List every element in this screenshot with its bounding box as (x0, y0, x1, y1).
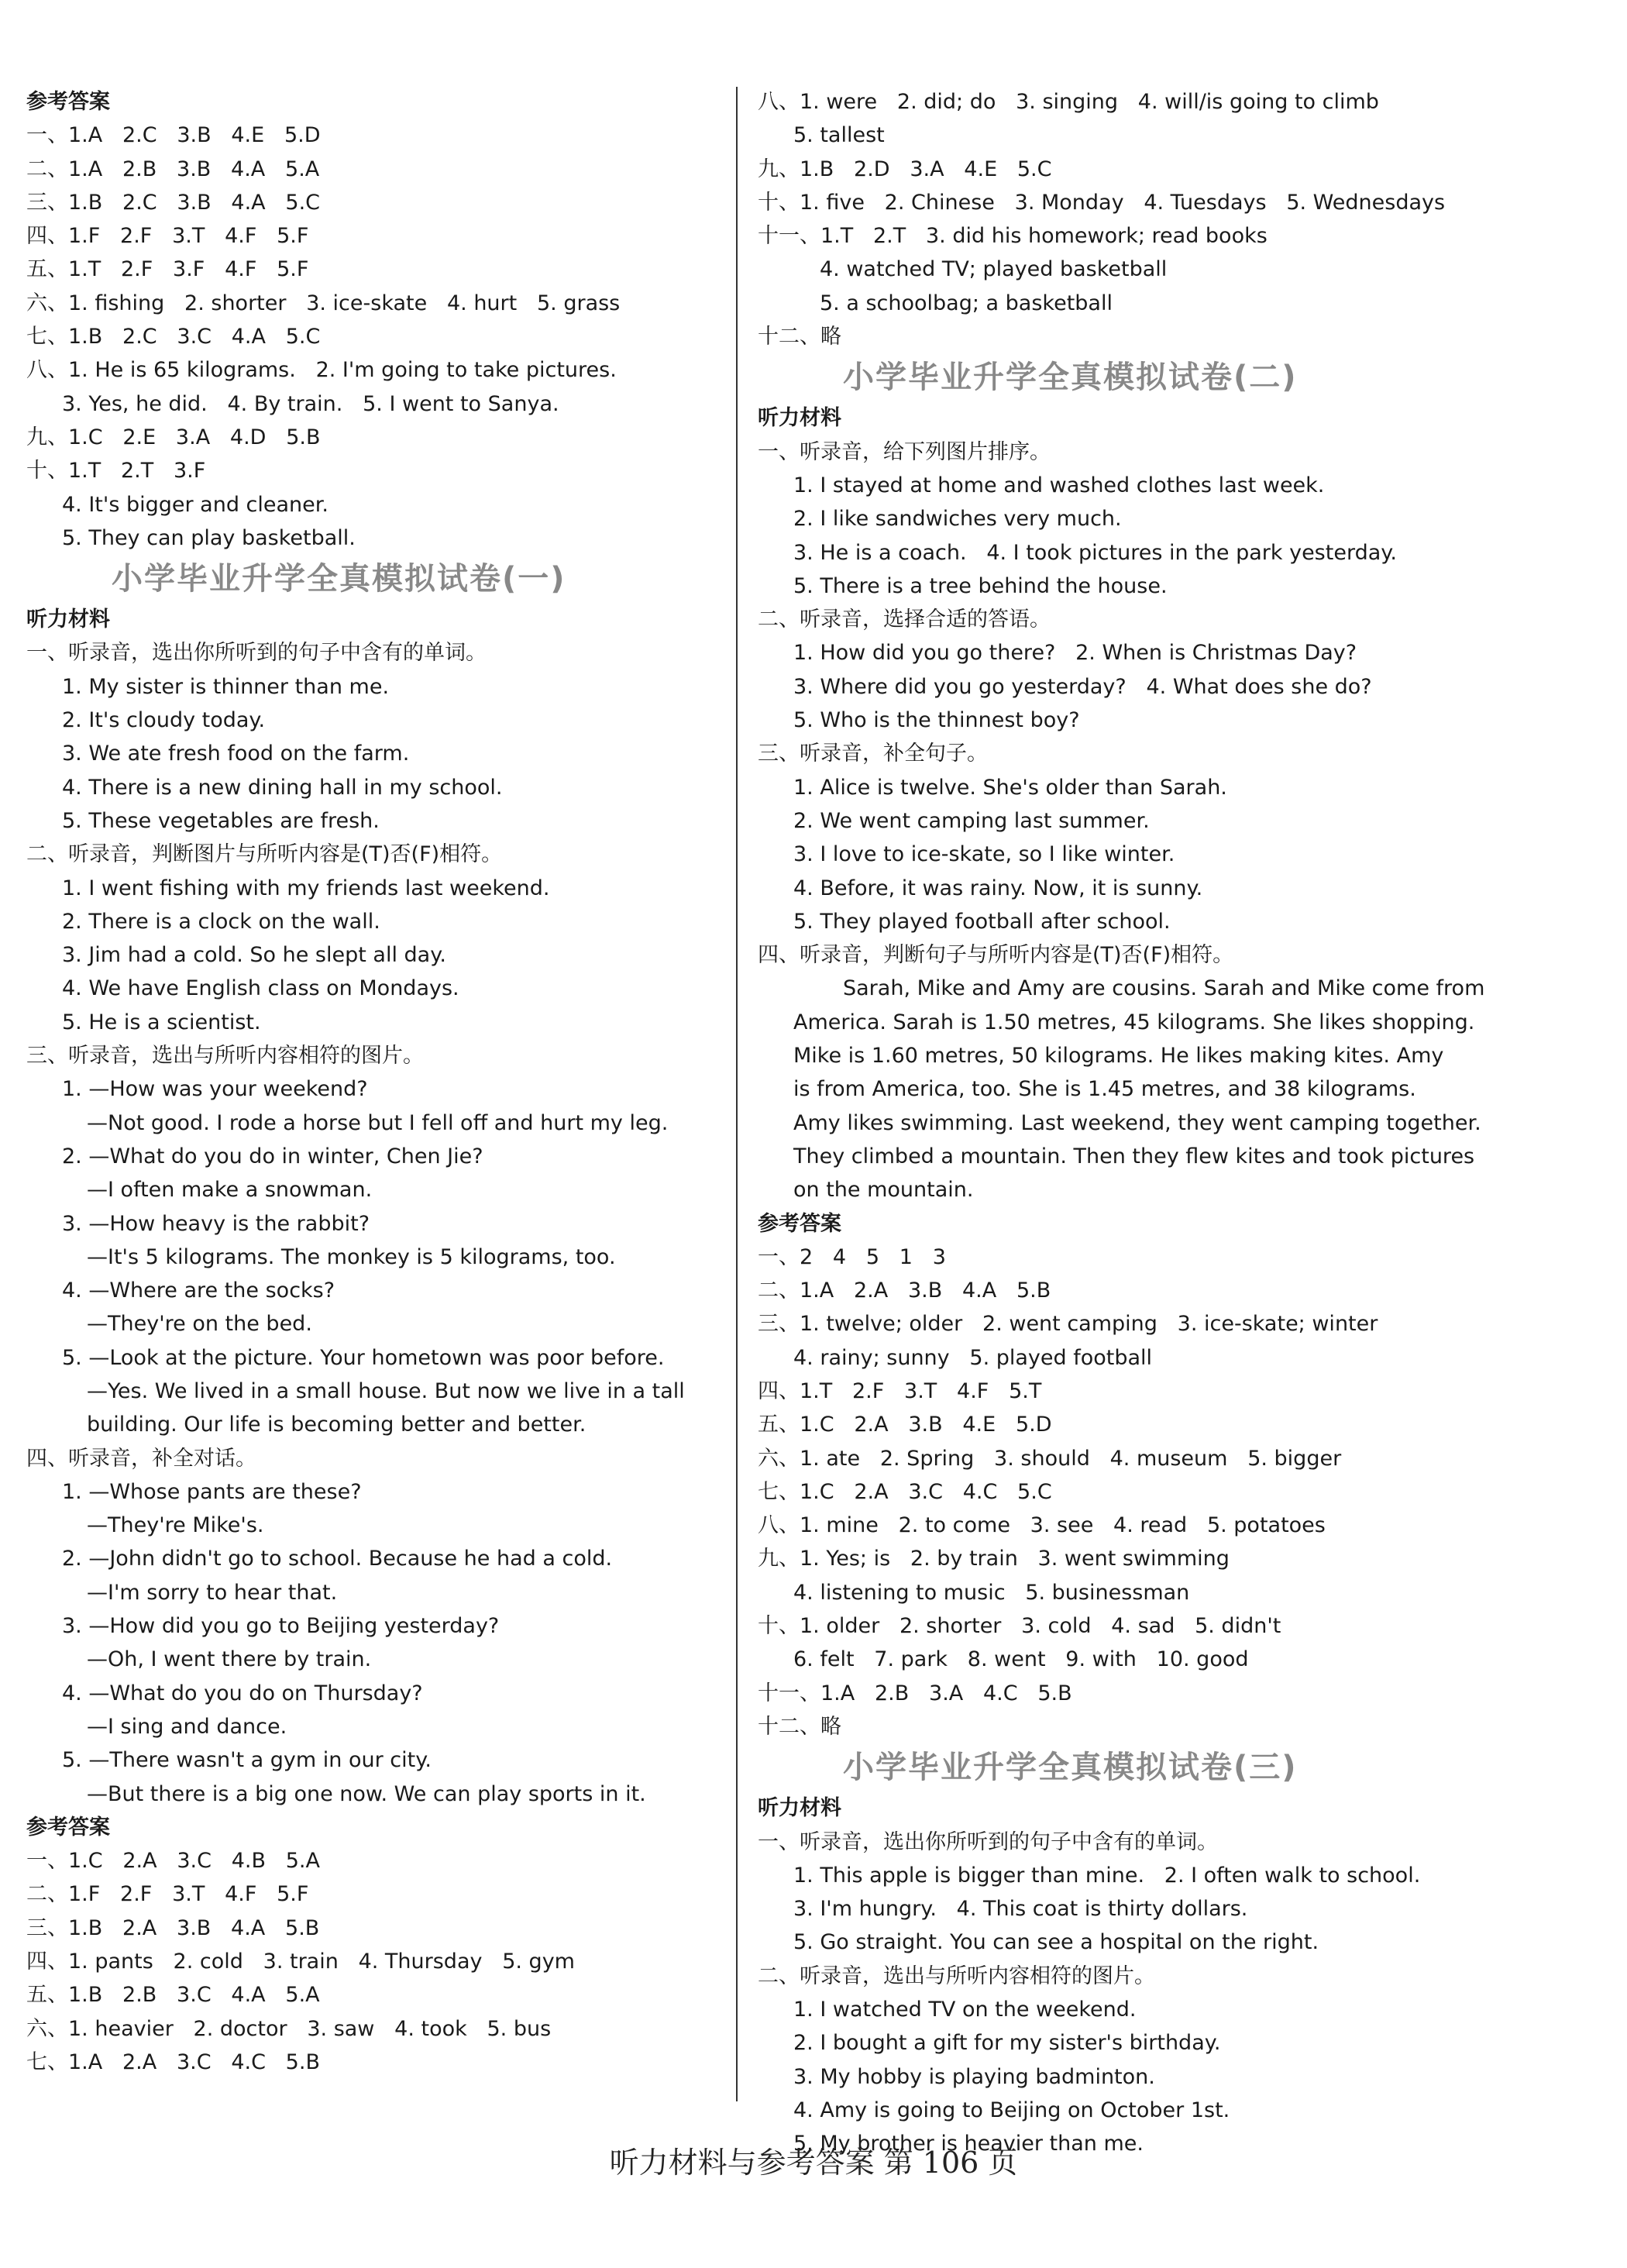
answer-line: 七、1.C 2.A 3.C 4.C 5.C (758, 1479, 1052, 1504)
left-column (26, 85, 724, 2079)
material-line: —But there is a big one now. We can play sports in it. (87, 1781, 646, 1806)
question-heading: 四、听录音，补全对话。 (26, 1446, 256, 1471)
material-line: 1. —How was your weekend? (62, 1077, 368, 1102)
material-line: —I'm sorry to hear that. (87, 1580, 338, 1605)
answer-line: 十一、1.A 2.B 3.A 4.C 5.B (758, 1681, 1072, 1705)
material-line: 5. He is a scientist. (62, 1010, 261, 1034)
question-heading: 一、听录音，选出你所听到的句子中含有的单词。 (758, 1829, 1218, 1854)
answer-line: 十二、略 (758, 1714, 841, 1739)
answer-line: 一、1.A 2.C 3.B 4.E 5.D (26, 123, 321, 148)
material-line: 2. —John didn't go to school. Because he had a cold. (62, 1547, 613, 1571)
material-line: 4. There is a new dining hall in my school. (62, 775, 503, 800)
answer-line: 十、1. older 2. shorter 3. cold 4. sad 5. didn't (758, 1614, 1281, 1639)
material-line: 5. Go straight. You can see a hospital on the right. (793, 1930, 1319, 1955)
question-heading: 三、听录音，选出与所听内容相符的图片。 (26, 1044, 424, 1069)
material-line: 4. —Where are the socks? (62, 1279, 335, 1303)
answer-line: 4. rainy; sunny 5. played football (793, 1345, 1153, 1370)
question-heading: 二、听录音，判断图片与所听内容是(T)否(F)相符。 (26, 842, 503, 867)
passage-line: Amy likes swimming. Last weekend, they went camping together. (793, 1110, 1481, 1135)
exam-title: 小学毕业升学全真模拟试卷(二) (843, 360, 1298, 396)
material-line: 1. My sister is thinner than me. (62, 674, 390, 699)
material-line: 2. —What do you do in winter, Chen Jie? (62, 1144, 483, 1168)
material-line: —They're on the bed. (87, 1312, 312, 1337)
material-line: 2. We went camping last summer. (793, 808, 1150, 833)
answer-line: 一、1.C 2.A 3.C 4.B 5.A (26, 1849, 320, 1874)
material-line: 3. I love to ice-skate, so I like winter. (793, 842, 1175, 867)
material-line: 1. How did you go there? 2. When is Christmas Day? (793, 641, 1357, 666)
question-heading: 一、听录音，选出你所听到的句子中含有的单词。 (26, 641, 487, 666)
exam-title: 小学毕业升学全真模拟试卷(一) (112, 561, 566, 597)
answer-line: 四、1. pants 2. cold 3. train 4. Thursday 5. gym (26, 1950, 575, 1974)
material-line: 3. He is a coach. 4. I took pictures in the park yesterday. (793, 540, 1397, 565)
section-heading: 参考答案 (26, 90, 110, 114)
page-footer: 听力材料与参考答案 第 106 页 (609, 2146, 1018, 2180)
answer-line: 二、1.A 2.A 3.B 4.A 5.B (758, 1279, 1051, 1303)
material-line: 2. I bought a gift for my sister's birthday. (793, 2031, 1221, 2056)
material-line: —It's 5 kilograms. The monkey is 5 kilograms, too. (87, 1244, 616, 1269)
exam-title: 小学毕业升学全真模拟试卷(三) (843, 1750, 1298, 1786)
answer-line: 五、1.C 2.A 3.B 4.E 5.D (758, 1413, 1052, 1437)
passage-line: They climbed a mountain. Then they flew kites and took pictures (793, 1144, 1475, 1168)
answer-line: 二、1.A 2.B 3.B 4.A 5.A (26, 157, 320, 181)
answer-line: 六、1. fishing 2. shorter 3. ice-skate 4. hurt 5. grass (26, 291, 621, 315)
question-heading: 三、听录音，补全句子。 (758, 742, 988, 766)
material-line: 1. I watched TV on the weekend. (793, 1998, 1137, 2022)
material-line: 5. —There wasn't a gym in our city. (62, 1748, 432, 1773)
material-line: 3. I'm hungry. 4. This coat is thirty dollars. (793, 1897, 1248, 1922)
material-line: 4. Amy is going to Beijing on October 1st. (793, 2098, 1230, 2122)
section-heading: 参考答案 (758, 1211, 841, 1236)
answer-line: 五、1.T 2.F 3.F 4.F 5.F (26, 257, 309, 282)
answer-line: 5. They can play basketball. (62, 525, 356, 550)
material-line: 4. We have English class on Mondays. (62, 976, 459, 1001)
passage-line: America. Sarah is 1.50 metres, 45 kilograms. She likes shopping. (793, 1010, 1475, 1034)
answer-line: 4. It's bigger and cleaner. (62, 492, 328, 517)
material-line: —They're Mike's. (87, 1513, 264, 1538)
answer-line: 二、1.F 2.F 3.T 4.F 5.F (26, 1882, 309, 1907)
passage-line: Sarah, Mike and Amy are cousins. Sarah and Mike come from (843, 976, 1485, 1001)
answer-line: 七、1.A 2.A 3.C 4.C 5.B (26, 2049, 320, 2074)
material-line: 3. We ate fresh food on the farm. (62, 742, 410, 766)
answer-line: 六、1. ate 2. Spring 3. should 4. museum 5. bigger (758, 1446, 1342, 1471)
material-line: —I sing and dance. (87, 1714, 287, 1739)
answer-line: 七、1.B 2.C 3.C 4.A 5.C (26, 325, 321, 349)
answer-line: 十、1. five 2. Chinese 3. Monday 4. Tuesdays 5. Wednesdays (758, 190, 1446, 215)
material-line: 2. There is a clock on the wall. (62, 909, 380, 934)
passage (758, 972, 1532, 1206)
answer-line: 十二、略 (758, 325, 841, 349)
answer-line: 六、1. heavier 2. doctor 3. saw 4. took 5. bus (26, 2016, 552, 2041)
answer-line: 5. a schoolbag; a basketball (820, 291, 1113, 315)
answer-line: 八、1. were 2. did; do 3. singing 4. will/is going to climb (758, 90, 1379, 114)
material-line: —Yes. We lived in a small house. But now we live in a tall (87, 1378, 685, 1403)
answer-line: 6. felt 7. park 8. went 9. with 10. good (793, 1647, 1249, 1672)
question-heading: 一、听录音，给下列图片排序。 (758, 439, 1051, 464)
question-heading: 二、听录音，选择合适的答语。 (758, 607, 1051, 632)
material-line: 3. Jim had a cold. So he slept all day. (62, 943, 446, 968)
material-line: —Oh, I went there by train. (87, 1647, 372, 1672)
answer-line: 八、1. He is 65 kilograms. 2. I'm going to take pictures. (26, 358, 617, 383)
material-line: 5. These vegetables are fresh. (62, 808, 380, 833)
answer-line: 4. listening to music 5. businessman (793, 1580, 1190, 1605)
question-heading: 四、听录音，判断句子与所听内容是(T)否(F)相符。 (758, 943, 1234, 968)
section-heading: 参考答案 (26, 1815, 110, 1840)
material-line: 2. I like sandwiches very much. (793, 507, 1122, 532)
answer-line: 三、1.B 2.C 3.B 4.A 5.C (26, 190, 321, 215)
answer-line: 3. Yes, he did. 4. By train. 5. I went to Sanya. (62, 391, 559, 416)
material-line: 1. I stayed at home and washed clothes last week. (793, 473, 1325, 497)
section-heading: 听力材料 (758, 406, 841, 431)
answer-line: 4. watched TV; played basketball (820, 257, 1168, 282)
material-line: building. Our life is becoming better and better. (87, 1413, 586, 1437)
answer-line: 一、2 4 5 1 3 (758, 1244, 946, 1269)
answer-line: 九、1.B 2.D 3.A 4.E 5.C (758, 157, 1052, 181)
material-line: 3. My hobby is playing badminton. (793, 2064, 1155, 2089)
answer-line: 三、1. twelve; older 2. went camping 3. ice-skate; winter (758, 1312, 1378, 1337)
section-heading: 听力材料 (758, 1796, 841, 1821)
material-line: 3. Where did you go yesterday? 4. What does she do? (793, 674, 1372, 699)
answer-line: 5. tallest (793, 123, 885, 148)
answer-line: 九、1.C 2.E 3.A 4.D 5.B (26, 425, 321, 449)
answer-line: 四、1.T 2.F 3.T 4.F 5.T (758, 1378, 1042, 1403)
answer-line: 三、1.B 2.A 3.B 4.A 5.B (26, 1915, 320, 1940)
answer-line: 十、1.T 2.T 3.F (26, 459, 206, 484)
material-line: 5. My brother is heavier than me. (793, 2132, 1144, 2156)
material-line: —Not good. I rode a horse but I fell off and hurt my leg. (87, 1110, 669, 1135)
material-line: 3. —How did you go to Beijing yesterday? (62, 1614, 500, 1639)
passage-line: on the mountain. (793, 1178, 974, 1203)
answer-line: 十一、1.T 2.T 3. did his homework; read books (758, 224, 1268, 249)
material-line: 5. Who is the thinnest boy? (793, 708, 1080, 733)
section-heading: 听力材料 (26, 607, 110, 632)
material-line: 2. It's cloudy today. (62, 708, 266, 733)
column-divider (736, 87, 738, 2101)
question-heading: 二、听录音，选出与所听内容相符的图片。 (758, 1963, 1155, 1988)
material-line: 5. They played football after school. (793, 909, 1171, 934)
answer-line: 九、1. Yes; is 2. by train 3. went swimming (758, 1547, 1230, 1571)
answer-line: 八、1. mine 2. to come 3. see 4. read 5. potatoes (758, 1513, 1326, 1538)
passage-line: is from America, too. She is 1.45 metres, and 38 kilograms. (793, 1077, 1416, 1102)
material-line: 5. —Look at the picture. Your hometown was poor before. (62, 1345, 665, 1370)
material-line: 5. There is a tree behind the house. (793, 573, 1168, 598)
material-line: 1. This apple is bigger than mine. 2. I often walk to school. (793, 1863, 1421, 1888)
material-line: 1. Alice is twelve. She's older than Sarah. (793, 775, 1227, 800)
material-line: 4. Before, it was rainy. Now, it is sunny. (793, 876, 1203, 900)
material-line: 1. I went fishing with my friends last weekend. (62, 876, 550, 900)
right-column (758, 85, 1532, 2161)
material-line: —I often make a snowman. (87, 1178, 373, 1203)
material-line: 4. —What do you do on Thursday? (62, 1681, 423, 1705)
answer-line: 四、1.F 2.F 3.T 4.F 5.F (26, 224, 309, 249)
answer-line: 五、1.B 2.B 3.C 4.A 5.A (26, 1983, 320, 2008)
material-line: 3. —How heavy is the rabbit? (62, 1211, 370, 1236)
material-line: 1. —Whose pants are these? (62, 1479, 362, 1504)
passage-line: Mike is 1.60 metres, 50 kilograms. He likes making kites. Amy (793, 1044, 1444, 1069)
